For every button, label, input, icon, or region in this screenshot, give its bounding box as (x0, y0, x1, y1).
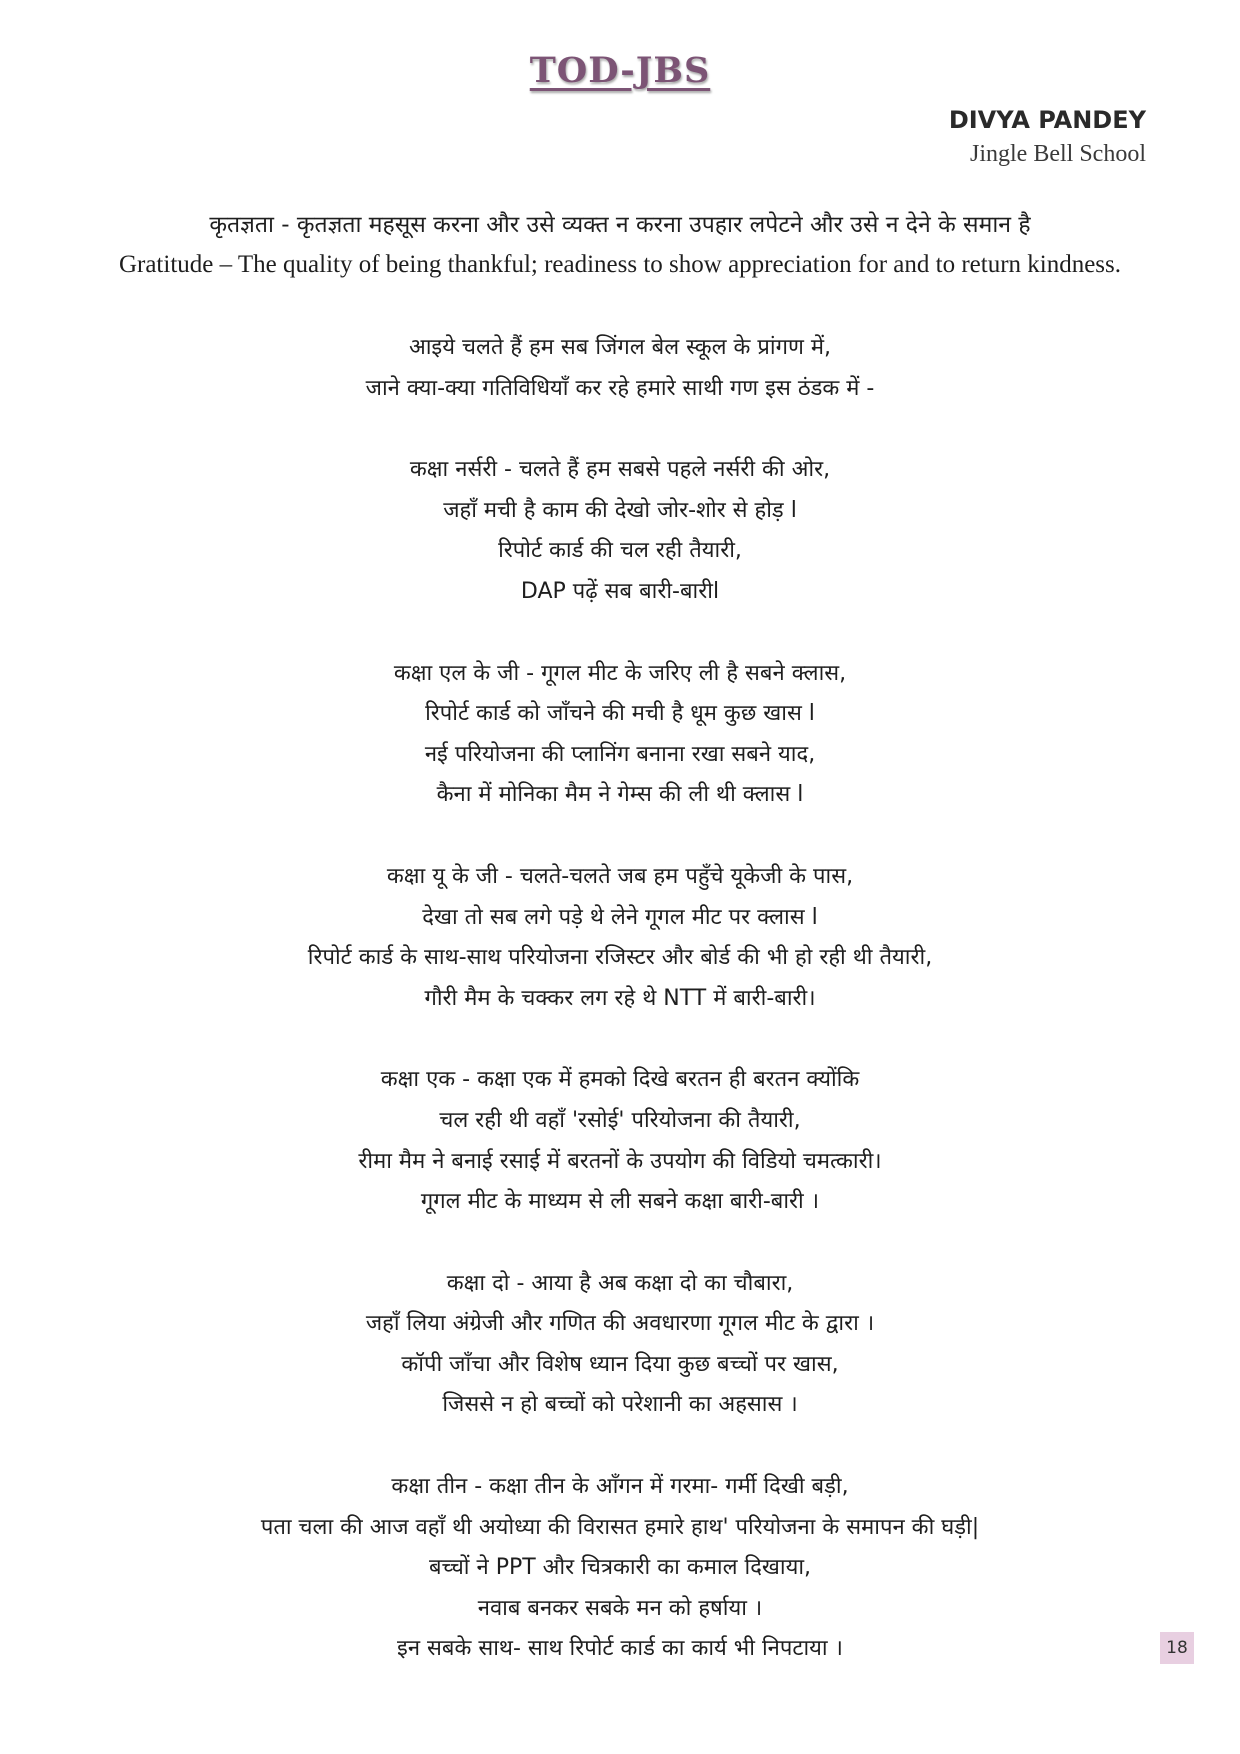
poem-stanza (0, 1264, 1240, 1426)
poem-line: गौरी मैम के चक्कर लग रहे थे NTT में बारी-बारी। (424, 985, 816, 1011)
poem-line: गूगल मीट के माध्यम से ली सबने कक्षा बारी-बारी । (420, 1189, 820, 1215)
poem-line: कक्षा दो - आया है अब कक्षा दो का चौबारा, (446, 1270, 794, 1296)
poem-line: बच्चों ने PPT और चित्रकारी का कमाल दिखाया, (428, 1555, 812, 1581)
poem-line: DAP पढ़ें सब बारी-बारीl (520, 578, 720, 604)
poem-stanza (0, 857, 1240, 1019)
school-name: Jingle Bell School (970, 141, 1146, 167)
poem-stanza (0, 450, 1240, 612)
page-title: TOD-JBS (529, 50, 711, 91)
poem-line: देखा तो सब लगे पड़े थे लेने गूगल मीट पर क्लास l (422, 904, 818, 930)
poem-stanza (0, 654, 1240, 816)
poem-line: जहाँ मची है काम की देखो जोर-शोर से होड़ l (443, 497, 797, 523)
poem-line: रीमा मैम ने बनाई रसाई में बरतनों के उपयोग की विडियो चमत्कारी। (358, 1148, 882, 1174)
poem-line: रिपोर्ट कार्ड के साथ-साथ परियोजना रजिस्टर और बोर्ड की भी हो रही थी तैयारी, (307, 945, 933, 971)
poem-line: कक्षा यू के जी - चलते-चलते जब हम पहुँचे यूकेजी के पास, (386, 863, 854, 889)
poem-line: इन सबके साथ- साथ रिपोर्ट कार्ड का कार्य भी निपटाया । (397, 1636, 843, 1662)
poem-line: कॉपी जाँचा और विशेष ध्यान दिया कुछ बच्चों पर खास, (401, 1351, 839, 1377)
poem-stanza (0, 328, 1240, 409)
poem-line: कक्षा एक - कक्षा एक में हमको दिखे बरतन ही बरतन क्योंकि (380, 1067, 860, 1093)
poem (0, 328, 1240, 1711)
poem-line: पता चला की आज वहाँ थी अयोध्या की विरासत हमारे हाथ' परियोजना के समापन की घड़ी| (260, 1514, 980, 1540)
poem-line: आइये चलते हैं हम सब जिंगल बेल स्कूल के प्रांगण में, (408, 335, 832, 360)
author-name: DIVYA PANDEY (948, 106, 1146, 134)
poem-stanza (0, 1060, 1240, 1222)
poem-line: रिपोर्ट कार्ड की चल रही तैयारी, (498, 538, 742, 564)
poem-stanza (0, 1467, 1240, 1670)
gratitude-quote-hindi: कृतज्ञता - कृतज्ञता महसूस करना और उसे व्यक्त न करना उपहार लपेटने और उसे न देने के समान है (209, 212, 1031, 238)
poem-line: नई परियोजना की प्लानिंग बनाना रखा सबने याद, (424, 741, 816, 767)
poem-line: जाने क्या-क्या गतिविधियाँ कर रहे हमारे साथी गण इस ठंडक में - (365, 375, 875, 401)
poem-line: चल रही थी वहाँ 'रसोई' परियोजना की तैयारी, (439, 1107, 801, 1133)
poem-line: नवाब बनकर सबके मन को हर्षाया । (477, 1595, 763, 1621)
poem-line: कक्षा तीन - कक्षा तीन के आँगन में गरमा- गर्मी दिखी बड़ी, (391, 1474, 849, 1500)
gratitude-quote-english: Gratitude – The quality of being thankful; readiness to show appreciation for and to return kindness. (118, 251, 1122, 278)
poem-line: कक्षा नर्सरी - चलते हैं हम सबसे पहले नर्सरी की ओर, (409, 457, 831, 483)
page-number: 18 (1160, 1632, 1194, 1664)
poem-line: रिपोर्ट कार्ड को जाँचने की मची है धूम कुछ खास l (425, 701, 815, 727)
poem-line: जिससे न हो बच्चों को परेशानी का अहसास । (442, 1392, 798, 1418)
poem-line: जहाँ लिया अंग्रेजी और गणित की अवधारणा गूगल मीट के द्वारा । (365, 1311, 875, 1337)
poem-line: कक्षा एल के जी - गूगल मीट के जरिए ली है सबने क्लास, (393, 660, 847, 686)
poem-line: कैना में मोनिका मैम ने गेम्स की ली थी क्लास l (436, 782, 804, 808)
